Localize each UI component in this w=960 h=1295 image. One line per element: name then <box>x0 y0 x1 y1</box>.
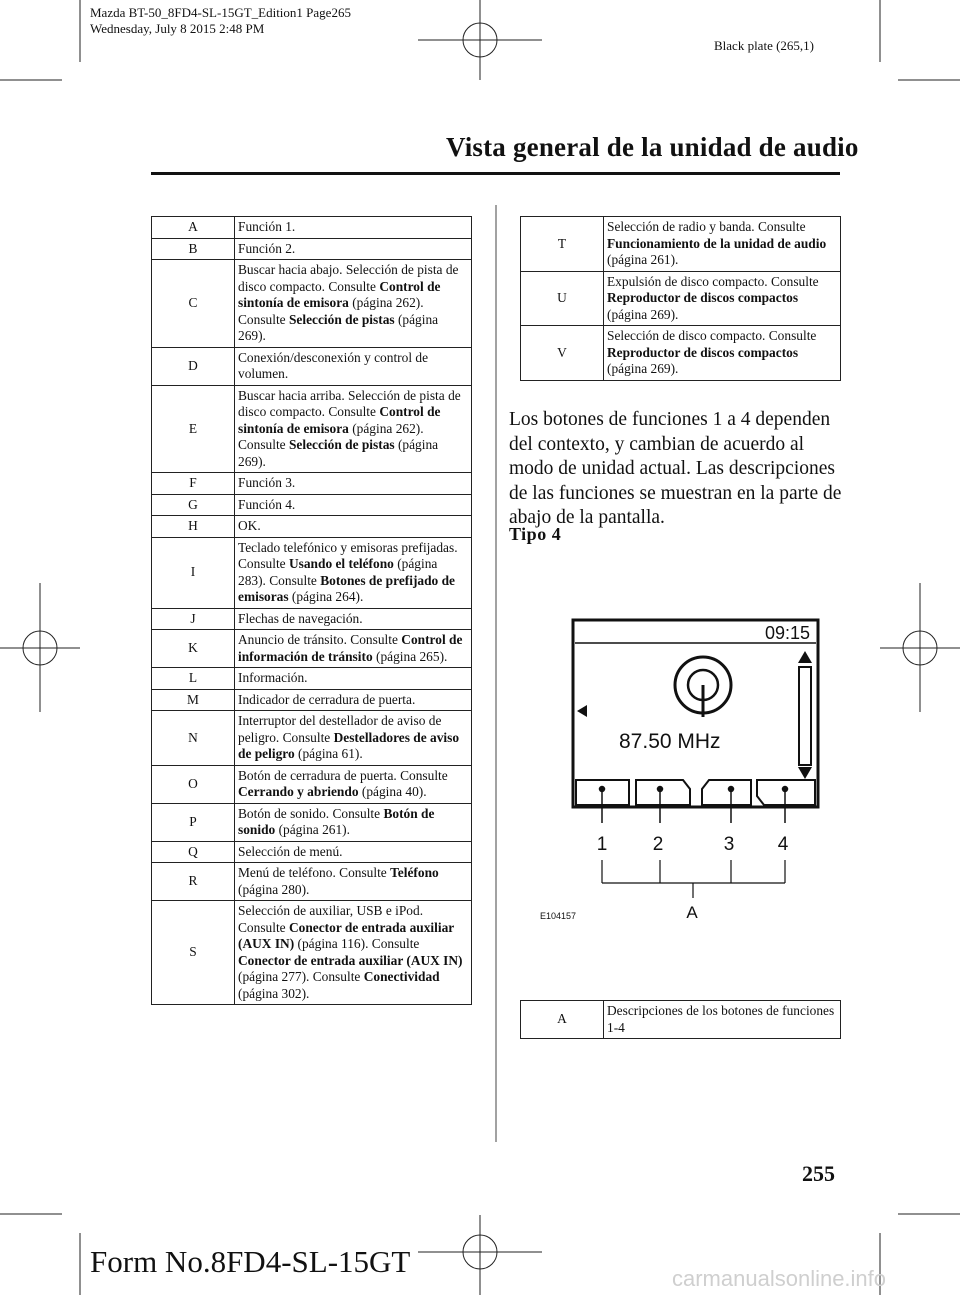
row-description <box>235 668 472 690</box>
function-tab-4 <box>757 780 815 805</box>
table-row <box>152 689 472 711</box>
button-number-4: 4 <box>777 834 789 855</box>
row-letter: H <box>152 516 235 538</box>
reference-link: Selección de pistas <box>288 311 395 327</box>
form-number: Form No.8FD4-SL-15GT <box>90 1244 411 1279</box>
row-letter: U <box>521 271 604 326</box>
description-text: Botón de cerradura de puerta. Consulte <box>238 767 448 783</box>
row-description <box>604 271 841 326</box>
reference-link: Selección de pistas <box>288 437 395 452</box>
reference-link: Reproductor de discos compactos <box>607 344 799 360</box>
description-text: Selección de auxiliar, USB e iPod. Consulte <box>238 903 424 935</box>
button-number-2: 2 <box>652 834 664 855</box>
row-description <box>235 689 472 711</box>
row-description <box>235 803 472 841</box>
function-tab-2 <box>636 780 690 805</box>
reference-link: Destelladores de aviso de peligro <box>238 729 460 761</box>
description-text: Indicador de cerradura de puerta. <box>238 691 416 707</box>
description-text: (página 283). Consulte <box>238 556 438 588</box>
row-description <box>604 217 841 272</box>
row-letter: K <box>152 630 235 668</box>
reference-link: Control de sintonía de emisora <box>238 278 441 310</box>
figure-legend-table <box>520 1000 841 1039</box>
description-text: Anuncio de tránsito. Consulte <box>238 632 402 647</box>
description-text: Función 4. <box>238 496 296 512</box>
description-text: (página 261). <box>607 252 679 267</box>
description-text: Selección de disco compacto. Consulte <box>607 328 817 343</box>
frequency-readout: 87.50 MHz <box>619 730 721 753</box>
description-text: Flechas de navegación. <box>238 610 363 626</box>
row-description <box>235 516 472 538</box>
row-description <box>235 494 472 516</box>
function-buttons-paragraph: Los botones de funciones 1 a 4 dependen del contexto, y cambian de acuerdo al modo de unidad actual. Las descripciones de las funciones se muestran en la parte de abajo de la pantalla. <box>509 409 842 529</box>
reference-link: Conector de entrada auxiliar (AUX IN) <box>238 952 463 968</box>
section-title: Vista general de la unidad de audio <box>446 132 859 162</box>
row-description <box>604 1001 841 1039</box>
table-row <box>152 803 472 841</box>
reference-link: Conector de entrada auxiliar (AUX IN) <box>238 919 454 951</box>
table-row <box>521 271 841 326</box>
reference-link: Teléfono <box>390 865 439 880</box>
description-text: (página 269). <box>238 437 439 469</box>
description-text: (página 302). <box>238 985 310 1001</box>
table-row <box>152 347 472 385</box>
table-row <box>521 1001 841 1039</box>
row-letter: T <box>521 217 604 272</box>
reference-link: Usando el teléfono <box>288 556 394 571</box>
type-4-heading: Tipo 4 <box>509 524 562 544</box>
description-text: Expulsión de disco compacto. Consulte <box>607 273 819 289</box>
table-row <box>152 537 472 608</box>
table-row <box>152 711 472 766</box>
row-description <box>235 765 472 803</box>
row-description <box>604 326 841 381</box>
description-text: (página 277). Consulte <box>238 969 364 984</box>
row-description <box>235 711 472 766</box>
description-text: Botón de sonido. Consulte <box>238 805 384 821</box>
row-letter: V <box>521 326 604 381</box>
button-number-1: 1 <box>596 834 608 855</box>
description-text: Conexión/desconexión y control de volumen. <box>238 349 429 381</box>
page-number: 255 <box>802 1161 835 1186</box>
row-description <box>235 238 472 260</box>
table-row <box>152 901 472 1005</box>
table-row <box>152 668 472 690</box>
callout-letter: A <box>686 903 698 922</box>
table-row <box>521 217 841 272</box>
row-letter: A <box>152 217 235 239</box>
table-row <box>152 260 472 348</box>
description-text: Selección de radio y banda. Consulte <box>607 219 806 234</box>
row-letter: Q <box>152 841 235 863</box>
description-text: Descripciones de los botones de funciones 1-4 <box>607 1003 835 1035</box>
description-text: Selección de menú. <box>238 843 343 859</box>
row-letter: B <box>152 238 235 260</box>
description-text: (página 262). Consulte <box>238 420 424 452</box>
row-description <box>235 537 472 608</box>
table-row <box>152 238 472 260</box>
reference-link: Funcionamiento de la unidad de audio <box>607 235 827 251</box>
right-reference-table <box>520 216 841 381</box>
description-text: (página 264). <box>288 589 364 604</box>
row-letter: A <box>521 1001 604 1039</box>
description-text: (página 261). <box>275 822 350 837</box>
row-letter: F <box>152 473 235 495</box>
row-letter: J <box>152 608 235 630</box>
description-text: Función 1. <box>238 219 296 234</box>
description-text: OK. <box>238 518 261 533</box>
description-text: (página 269). <box>607 361 679 376</box>
table-row <box>152 841 472 863</box>
table-row <box>152 385 472 473</box>
plate-label: Black plate (265,1) <box>714 38 814 53</box>
audio-display-figure <box>505 605 845 935</box>
description-text: (página 116). Consulte <box>294 936 420 951</box>
description-text: (página 280). <box>238 881 310 897</box>
row-description <box>235 385 472 473</box>
description-text: (página 40). <box>358 784 427 799</box>
table-row <box>152 473 472 495</box>
row-letter: O <box>152 765 235 803</box>
description-text: Buscar hacia abajo. Selección de pista de disco compacto. Consulte <box>238 262 459 294</box>
description-text: Menú de teléfono. Consulte <box>238 865 391 880</box>
description-text: Teclado telefónico y emisoras prefijadas. Consulte <box>238 539 458 571</box>
table-row <box>152 863 472 901</box>
row-letter: E <box>152 385 235 473</box>
description-text: Interruptor del destellador de aviso de peligro. Consulte <box>238 713 442 745</box>
description-text: (página 269). <box>238 311 439 343</box>
reference-link: Reproductor de discos compactos <box>607 290 799 305</box>
description-text: (página 61). <box>294 746 363 761</box>
table-row <box>521 326 841 381</box>
row-letter: R <box>152 863 235 901</box>
row-letter: L <box>152 668 235 690</box>
row-letter: P <box>152 803 235 841</box>
row-letter: N <box>152 711 235 766</box>
row-description <box>235 347 472 385</box>
table-row <box>152 765 472 803</box>
watermark: carmanualsonline.info <box>672 1266 887 1291</box>
table-row <box>152 516 472 538</box>
title-rule <box>151 172 840 175</box>
table-row <box>152 630 472 668</box>
figure-id: E104157 <box>540 911 577 921</box>
row-letter: C <box>152 260 235 348</box>
row-description <box>235 473 472 495</box>
row-letter: D <box>152 347 235 385</box>
row-description <box>235 841 472 863</box>
reference-link: Conectividad <box>363 969 440 984</box>
function-tab-3 <box>702 780 751 805</box>
reference-link: Botones de prefijado de emisoras <box>238 572 455 604</box>
scrollbar-track <box>799 667 811 765</box>
table-row <box>152 494 472 516</box>
left-reference-table <box>151 216 472 1005</box>
description-text: (página 269). <box>607 306 679 322</box>
description-text: Función 2. <box>238 240 296 256</box>
reference-link: Botón de sonido <box>238 805 435 837</box>
description-text: Buscar hacia arriba. Selección de pista de disco compacto. Consulte <box>238 387 461 419</box>
row-description <box>235 901 472 1005</box>
row-description <box>235 863 472 901</box>
date-info-line: Wednesday, July 8 2015 2:48 PM <box>90 21 265 36</box>
description-text: (página 262). Consulte <box>238 295 424 327</box>
reference-link: Control de sintonía de emisora <box>238 404 441 436</box>
row-description <box>235 630 472 668</box>
description-text: Información. <box>238 670 308 685</box>
reference-link: Cerrando y abriendo <box>238 784 359 799</box>
row-letter: I <box>152 537 235 608</box>
row-letter: S <box>152 901 235 1005</box>
row-description <box>235 217 472 239</box>
button-number-3: 3 <box>723 834 735 855</box>
row-description <box>235 608 472 630</box>
row-letter: M <box>152 689 235 711</box>
description-text: (página 265). <box>372 648 448 664</box>
file-info-line: Mazda BT-50_8FD4-SL-15GT_Edition1 Page265 <box>90 5 351 20</box>
row-letter: G <box>152 494 235 516</box>
row-description <box>235 260 472 348</box>
table-row <box>152 217 472 239</box>
table-row <box>152 608 472 630</box>
reference-link: Control de información de tránsito <box>238 632 463 664</box>
clock-time: 09:15 <box>764 623 810 643</box>
description-text: Función 3. <box>238 475 296 490</box>
